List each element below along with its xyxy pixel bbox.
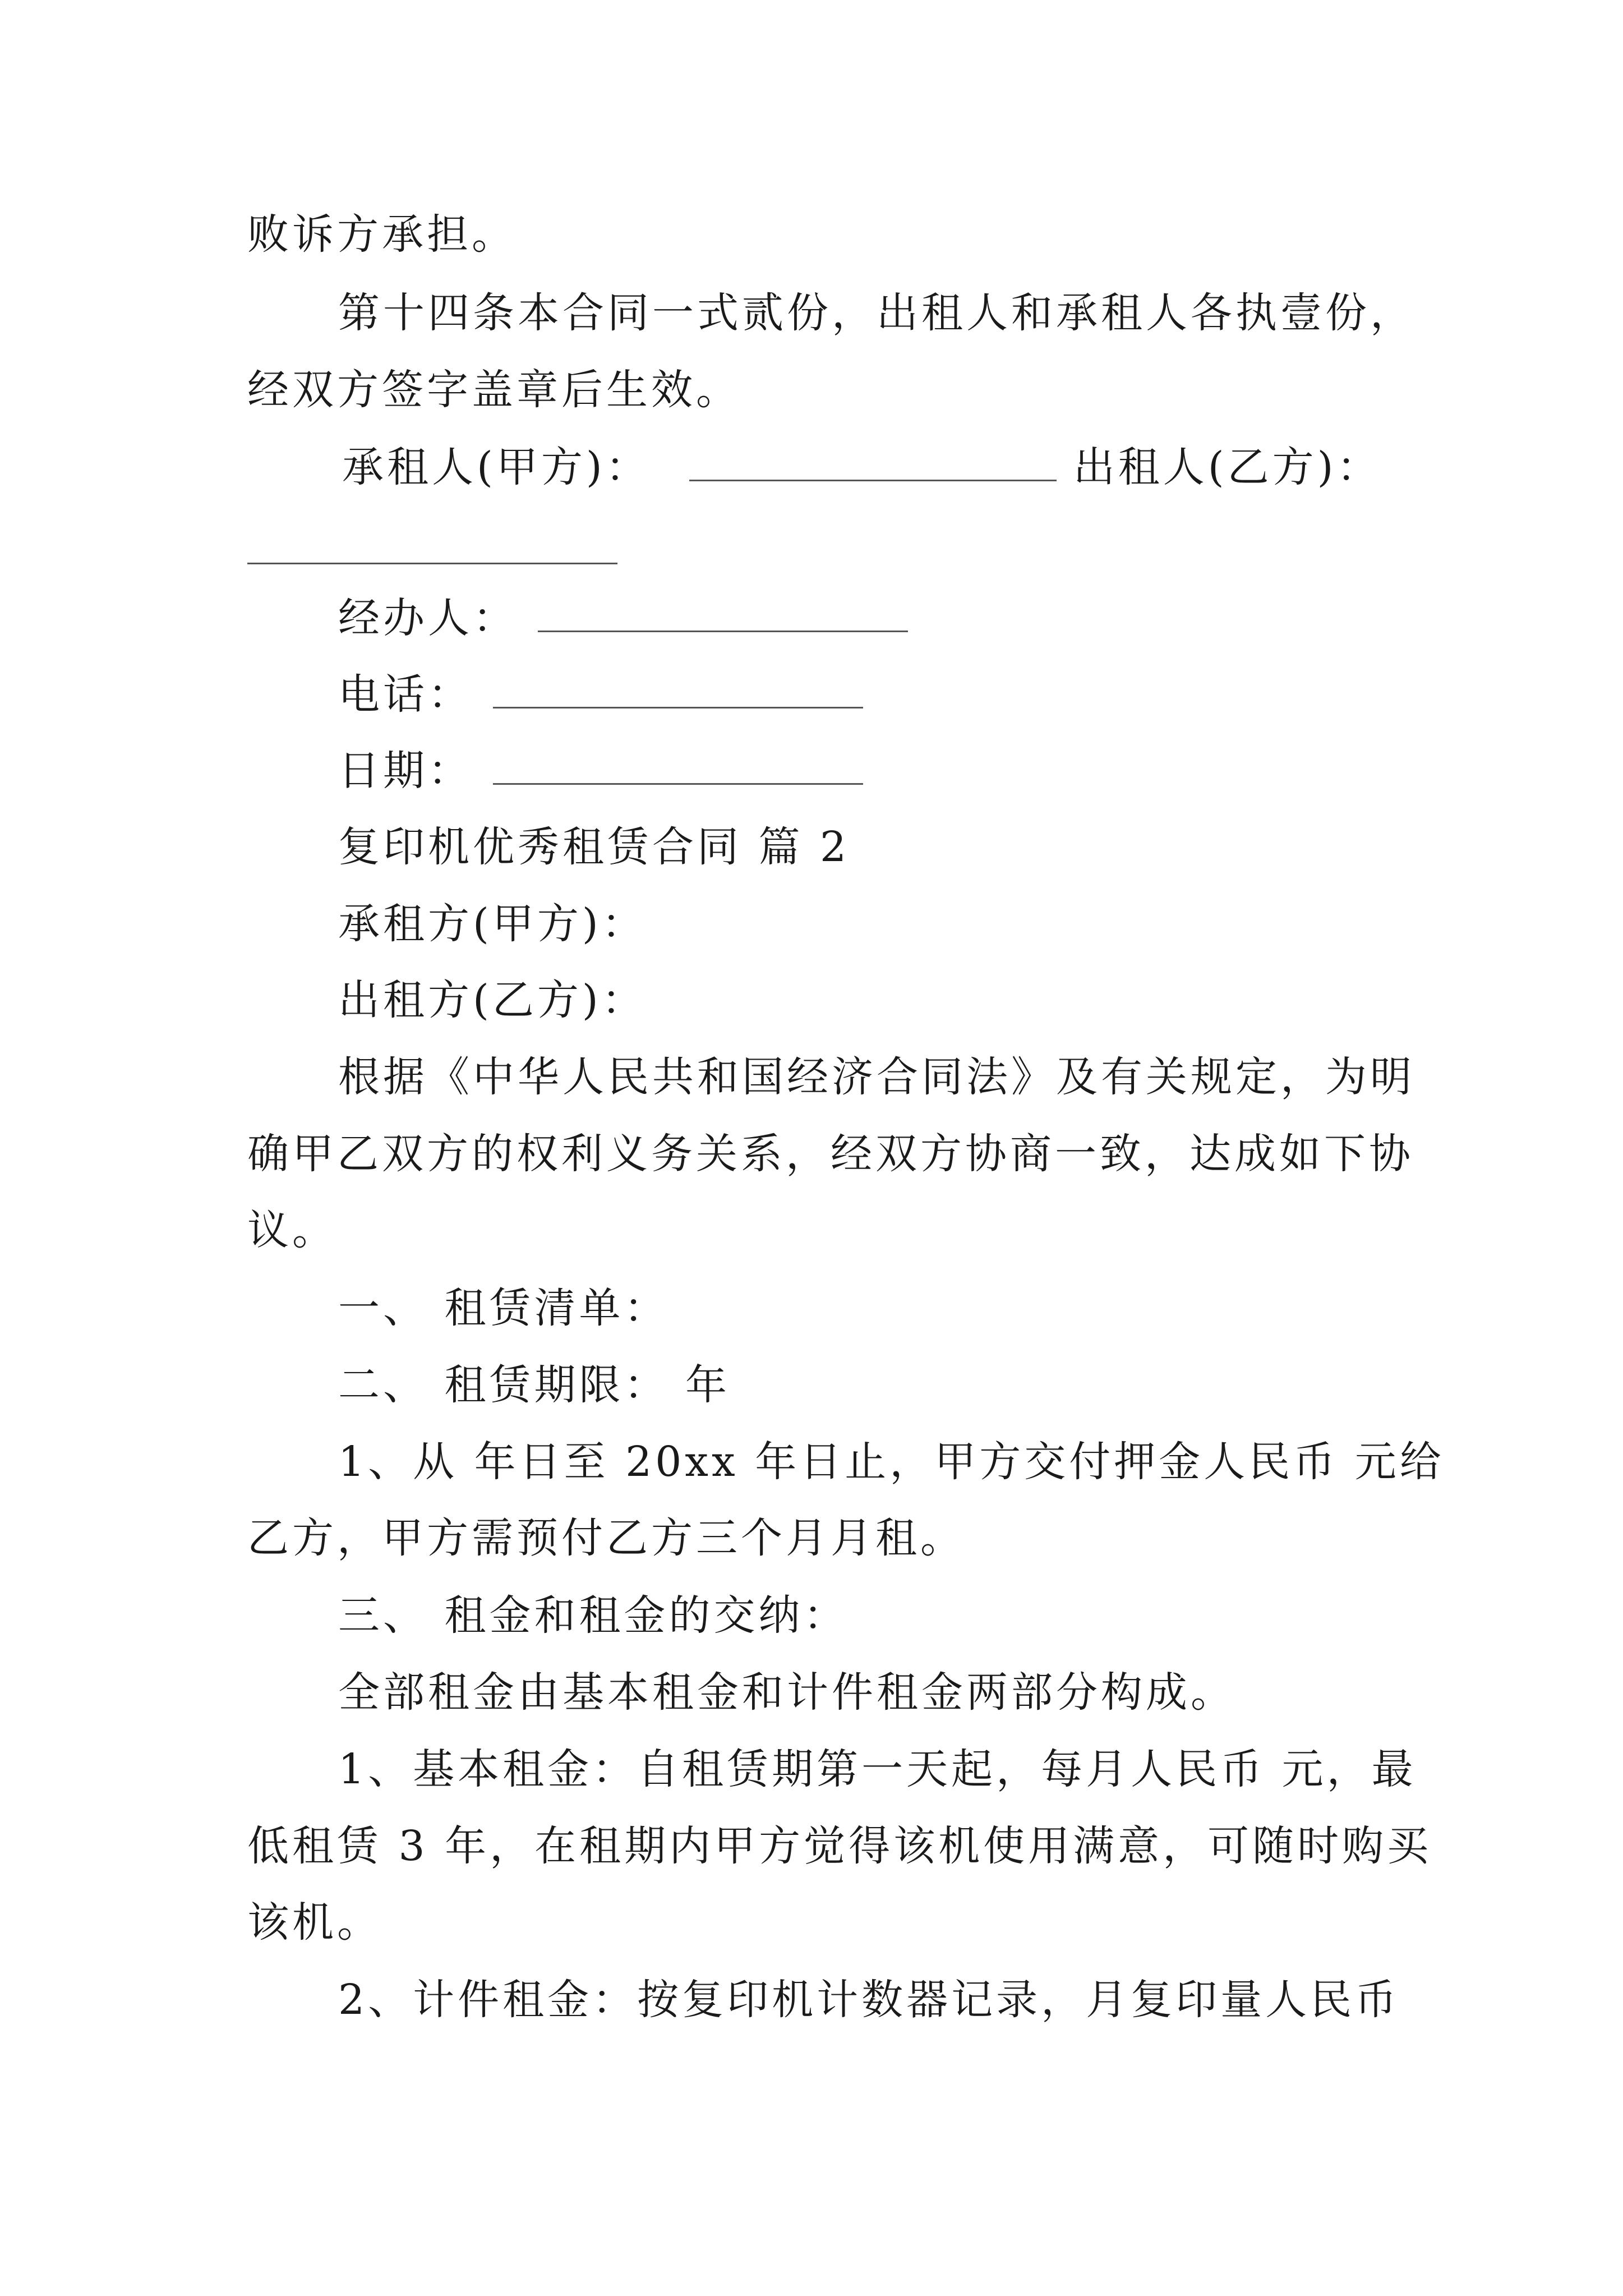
lessor-blank	[247, 563, 617, 564]
text-line: 一、 租赁清单：	[338, 1284, 669, 1332]
text-line: 1、基本租金：自租赁期第一天起，每月人民币 元，最	[338, 1745, 1417, 1793]
text-line: 乙方，甲方需预付乙方三个月月租。	[247, 1514, 965, 1562]
lessee-blank	[689, 440, 1057, 481]
section-heading: 复印机优秀租赁合同 篇 2	[338, 823, 850, 871]
date-label: 日期：	[338, 747, 473, 795]
date-blank	[493, 744, 863, 785]
phone-blank	[493, 668, 863, 708]
text-line: 三、 租金和租金的交纳：	[338, 1591, 849, 1640]
phone-label: 电话：	[338, 670, 473, 719]
text-line: 2、计件租金：按复印机计数器记录，月复印量人民币	[338, 1976, 1400, 2024]
text-line: 第十四条本合同一式贰份，出租人和承租人各执壹份，	[338, 289, 1415, 337]
text-line: 该机。	[247, 1898, 382, 1947]
text-line: 根据《中华人民共和国经济合同法》及有关规定，为明	[338, 1053, 1415, 1101]
text-line: 确甲乙双方的权利义务关系，经双方协商一致，达成如下协	[247, 1130, 1414, 1178]
text-line: 1、从 年日至 20xx 年日止，甲方交付押金人民币 元给	[338, 1438, 1445, 1486]
text-line: 经双方签字盖章后生效。	[247, 366, 741, 414]
text-line: 议。	[247, 1206, 337, 1254]
text-line: 败诉方承担。	[247, 210, 517, 259]
text-line: 全部租金由基本租金和计件租金两部分构成。	[338, 1668, 1235, 1717]
text-line: 二、 租赁期限： 年	[338, 1361, 731, 1409]
date-row	[338, 743, 863, 799]
signature-row	[342, 439, 1382, 495]
agent-blank	[538, 591, 908, 632]
agent-label: 经办人：	[338, 594, 518, 642]
text-line: 低租赁 3 年，在租期内甲方觉得该机使用满意，可随时购买	[247, 1822, 1432, 1870]
phone-row	[338, 666, 863, 723]
agent-row	[338, 590, 908, 646]
text-line: 承租方(甲方)：	[338, 900, 647, 948]
text-line: 出租方(乙方)：	[338, 976, 647, 1024]
lessor-label: 出租人(乙方)：	[1073, 443, 1382, 491]
lessee-label: 承租人(甲方)：	[342, 443, 651, 491]
